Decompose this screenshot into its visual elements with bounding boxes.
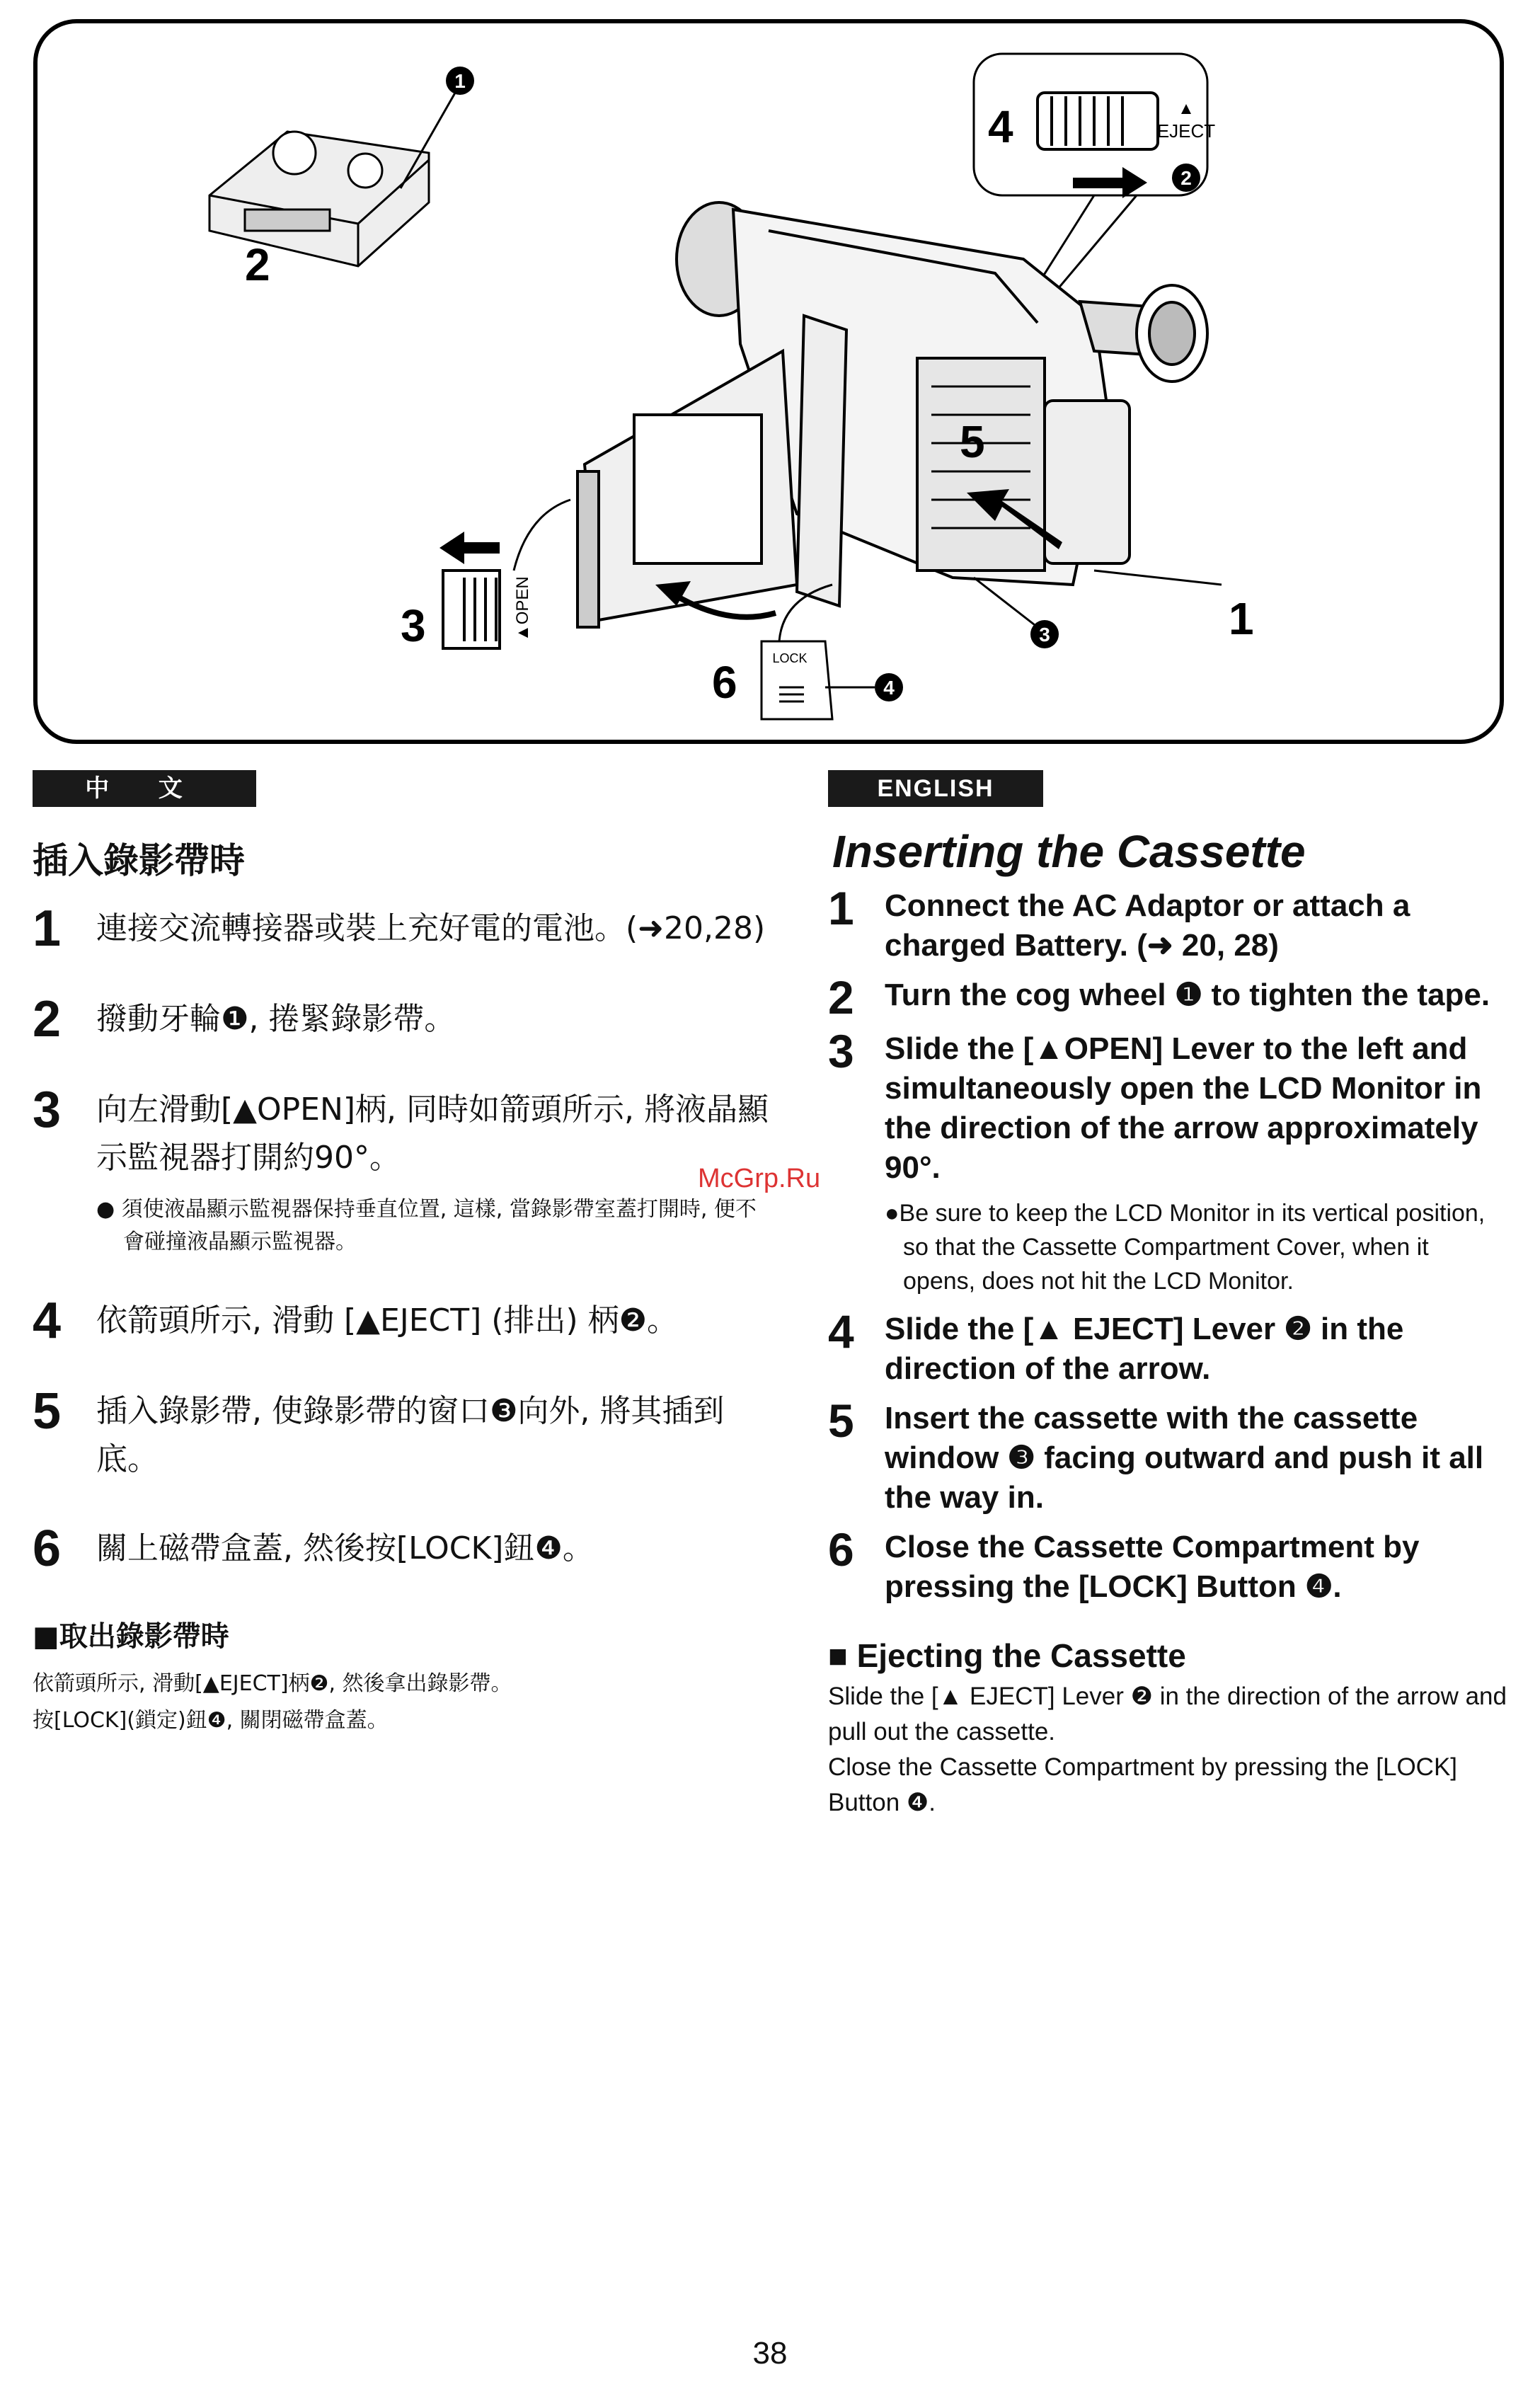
marker-2: 2 [1180,167,1192,189]
step-number: 5 [828,1394,854,1447]
step-text: 依箭頭所示, 滑動 [▲EJECT] (排出) 柄❷。 [96,1302,679,1339]
english-column [828,770,1507,1821]
eject-label: EJECT [1156,120,1216,142]
chinese-eject-line: 依箭頭所示, 滑動[▲EJECT]柄❷, 然後拿出錄影帶。 [33,1671,512,1696]
chinese-step [33,1084,776,1182]
step-number: 3 [828,1025,854,1077]
chinese-step [33,1520,776,1577]
callout-4: 4 [988,101,1013,152]
callout-2: 2 [245,239,270,290]
marker-3: 3 [1039,624,1050,646]
step-number: 4 [828,1305,854,1358]
chinese-eject-line: 按[LOCK](鎖定)鈕❹, 關閉磁帶盒蓋。 [33,1708,389,1733]
english-step [828,882,1507,965]
step-text: 插入錄影帶, 使錄影帶的窗口❸向外, 將其插到底。 [96,1393,725,1477]
english-lang-badge: ENGLISH [828,770,1043,807]
english-step [828,1523,1507,1607]
step-number: 1 [33,900,62,957]
chinese-step [33,1293,776,1349]
step-text: Connect the AC Adaptor or attach a charged Battery. (➜ 20, 28) [885,888,1410,963]
step-text: 撥動牙輪❶, 捲緊錄影帶。 [96,1001,456,1037]
step-text: Close the Cassette Compartment by pressing the [LOCK] Button ❹. [885,1530,1420,1604]
chinese-step [33,900,776,957]
marker-4: 4 [883,677,895,699]
step-number: 2 [33,991,62,1048]
english-note: ●Be sure to keep the LCD Monitor in its vertical position, so that the Cassette Compartment Cover, when it opens, does not hit the LCD Monitor. [885,1200,1486,1295]
step-text: Insert the cassette with the cassette window ❸ facing outward and push it all the way in. [885,1401,1484,1515]
callout-1: 1 [1229,593,1254,644]
step-number: 4 [33,1293,62,1349]
step-text: Turn the cog wheel ❶ to tighten the tape. [885,978,1490,1012]
chinese-lang-badge: 中 文 [33,770,256,807]
eject-arrow-symbol: ▲ [1178,99,1195,118]
lock-label: LOCK [772,651,808,665]
open-lever [443,571,500,648]
english-title: Inserting the Cassette [832,826,1306,877]
english-eject-heading: ■ Ejecting the Cassette [828,1637,1186,1674]
english-step [828,1305,1507,1389]
callout-6: 6 [712,657,737,708]
chinese-column [33,770,776,1739]
camcorder-illustration [33,18,1505,745]
english-step [828,971,1507,1024]
marker-1: 1 [454,70,466,92]
chinese-note: ● 須使液晶顯示監視器保持垂直位置, 這樣, 當錄影帶室蓋打開時, 便不會碰撞液晶顯示監視器。 [96,1197,757,1254]
page-number: 38 [752,2336,788,2371]
open-label: ▲OPEN [513,576,532,641]
step-number: 3 [33,1082,62,1138]
step-text: 連接交流轉接器或裝上充好電的電池。(➜20,28) [96,910,766,946]
chinese-eject-heading: ■取出錄影帶時 [33,1620,229,1653]
step-number: 1 [828,882,854,934]
chinese-title: 插入錄影帶時 [33,840,245,881]
step-text: 向左滑動[▲OPEN]柄, 同時如箭頭所示, 將液晶顯示監視器打開約90°。 [96,1091,769,1176]
step-number: 6 [33,1520,62,1577]
english-eject-para: Slide the [▲ EJECT] Lever ❷ in the direction of the arrow and pull out the cassette. [828,1683,1507,1746]
english-step [828,1394,1507,1518]
step-number: 2 [828,971,854,1024]
step-number: 5 [33,1383,62,1440]
watermark: McGrp.Ru [698,1164,821,1193]
step-number: 6 [828,1523,854,1576]
step-text: Slide the [▲ EJECT] Lever ❷ in the direction of the arrow. [885,1312,1404,1386]
step-text: Slide the [▲OPEN] Lever to the left and simultaneously open the LCD Monitor in the direction of the arrow approximately 90°. [885,1031,1482,1185]
english-eject-para: Close the Cassette Compartment by pressing the [LOCK] Button ❹. [828,1753,1458,1816]
callout-3: 3 [401,600,426,651]
chinese-step [33,991,776,1048]
callout-5: 5 [960,416,985,467]
chinese-step [33,1383,776,1484]
english-step [828,1025,1507,1188]
step-text: 關上磁帶盒蓋, 然後按[LOCK]鈕❹。 [96,1530,594,1566]
